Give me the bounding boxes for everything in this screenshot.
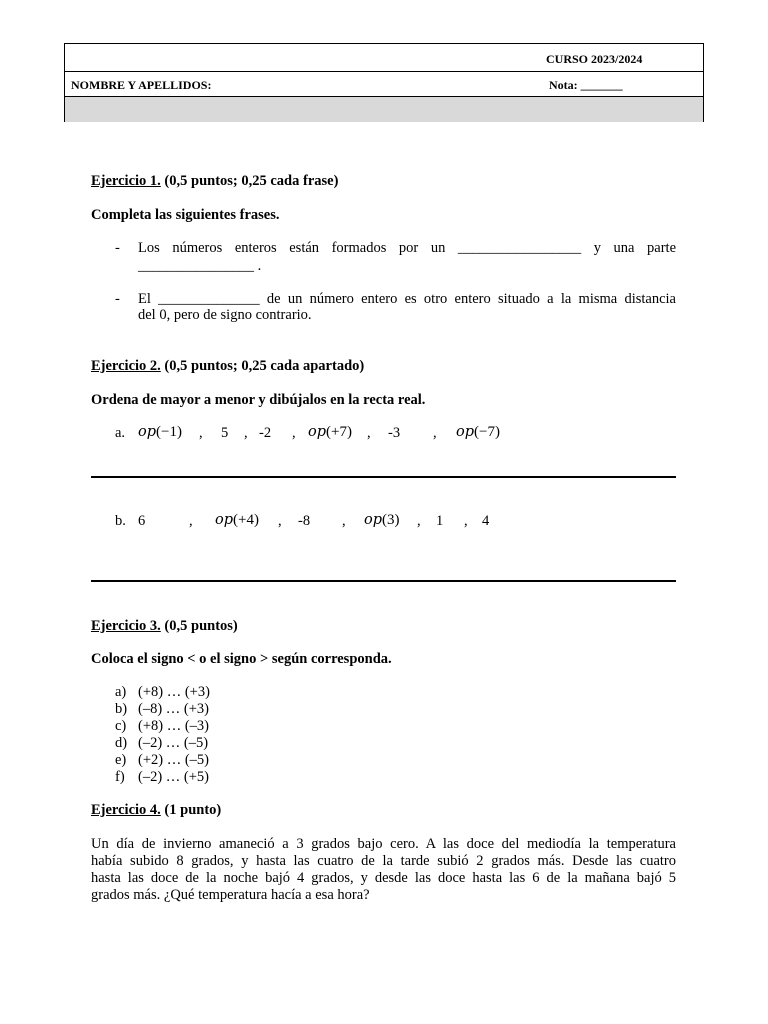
row-a-item-5: -3 [388, 425, 401, 441]
row-b-comma-4: , [417, 513, 421, 529]
exercise-1-instruction: Completa las siguientes frases. [91, 207, 280, 223]
row-b-label: b. [115, 513, 126, 529]
ex3-label-c: c) [115, 718, 127, 734]
row-b-item-6: 4 [482, 513, 490, 529]
ex1-item1-line2: ________________ . [138, 258, 262, 274]
exercise-2-heading [91, 358, 676, 375]
header-row-name [65, 72, 703, 97]
row-a-comma-4: , [367, 425, 371, 441]
header-row-course [65, 44, 703, 72]
exercise-3-heading [91, 618, 676, 635]
ex3-item-f: (–2) … (+5) [138, 769, 209, 785]
ex4-line-2: había subido 8 grados, y hasta las cuatro de la tarde subió 2 grados más. Desde las cuatro [91, 853, 676, 869]
exercise-4-points: (1 punto) [160, 802, 222, 818]
row-b-item-2: op(+4) [215, 512, 259, 528]
row-a-item-3: -2 [259, 425, 272, 441]
row-a-item-1: op(−1) [138, 424, 182, 440]
row-b-comma-5: , [464, 513, 468, 529]
ex3-item-d: (–2) … (–5) [138, 735, 209, 751]
row-b-item-1: 6 [138, 513, 146, 529]
grade-label: Nota: _______ [549, 78, 623, 92]
name-label: NOMBRE Y APELLIDOS: [71, 78, 212, 92]
ex1-item2-line1: El ______________ de un número entero es otro entero situado a la misma distancia [138, 291, 676, 307]
row-a-label: a. [115, 425, 126, 441]
header-box [64, 43, 704, 122]
row-a-comma-5: , [433, 425, 437, 441]
exercise-1-points: (0,5 puntos; 0,25 cada frase) [160, 173, 339, 189]
bullet-1: - [115, 240, 120, 256]
bullet-2: - [115, 291, 120, 307]
ex3-item-a: (+8) … (+3) [138, 684, 210, 700]
ex3-item-c: (+8) … (–3) [138, 718, 209, 734]
ex4-line-4: grados más. ¿Qué temperatura hacía a esa hora? [91, 887, 370, 903]
row-a-item-4: op(+7) [308, 424, 352, 440]
row-b-item-4: op(3) [364, 512, 400, 528]
ex3-label-f: f) [115, 769, 125, 785]
exercise-2-title: Ejercicio 2. [91, 358, 161, 374]
row-a-comma-1: , [199, 425, 203, 441]
exercise-1-title: Ejercicio 1. [91, 173, 161, 189]
number-line-a [91, 476, 676, 478]
exercise-2-points: (0,5 puntos; 0,25 cada apartado) [160, 358, 365, 374]
exercise-3-points: (0,5 puntos) [160, 618, 238, 634]
ex4-line-3: hasta las doce de la noche bajó 4 grados, y desde las doce hasta las 6 de la mañana bajó 5 [91, 870, 676, 886]
exercise-1-heading [91, 173, 676, 190]
header-shaded-row [65, 97, 703, 122]
number-line-b [91, 580, 676, 582]
ex3-label-b: b) [115, 701, 128, 717]
ex3-label-e: e) [115, 752, 127, 768]
course-label: CURSO 2023/2024 [546, 52, 643, 66]
exercise-3-title: Ejercicio 3. [91, 618, 161, 634]
ex3-item-b: (–8) … (+3) [138, 701, 209, 717]
row-b-item-5: 1 [436, 513, 444, 529]
ex1-item2-line2: del 0, pero de signo contrario. [138, 307, 312, 323]
ex3-label-d: d) [115, 735, 128, 751]
exercise-4-heading [91, 802, 676, 819]
ex4-line-1: Un día de invierno amaneció a 3 grados bajo cero. A las doce del mediodía la temperatura [91, 836, 676, 852]
row-b-comma-2: , [278, 513, 282, 529]
row-a-item-6: op(−7) [456, 424, 500, 440]
ex3-item-e: (+2) … (–5) [138, 752, 209, 768]
exercise-2-instruction: Ordena de mayor a menor y dibújalos en la recta real. [91, 392, 426, 408]
row-b-comma-3: , [342, 513, 346, 529]
row-a-comma-3: , [292, 425, 296, 441]
row-a-comma-2: , [244, 425, 248, 441]
ex1-item1-line1: Los números enteros están formados por un _________________ y una parte [138, 240, 676, 256]
ex3-label-a: a) [115, 684, 127, 700]
exercise-4-title: Ejercicio 4. [91, 802, 161, 818]
row-b-comma-1: , [189, 513, 193, 529]
exercise-3-instruction: Coloca el signo < o el signo > según corresponda. [91, 651, 392, 667]
row-a-item-2: 5 [221, 425, 229, 441]
row-b-item-3: -8 [298, 513, 311, 529]
